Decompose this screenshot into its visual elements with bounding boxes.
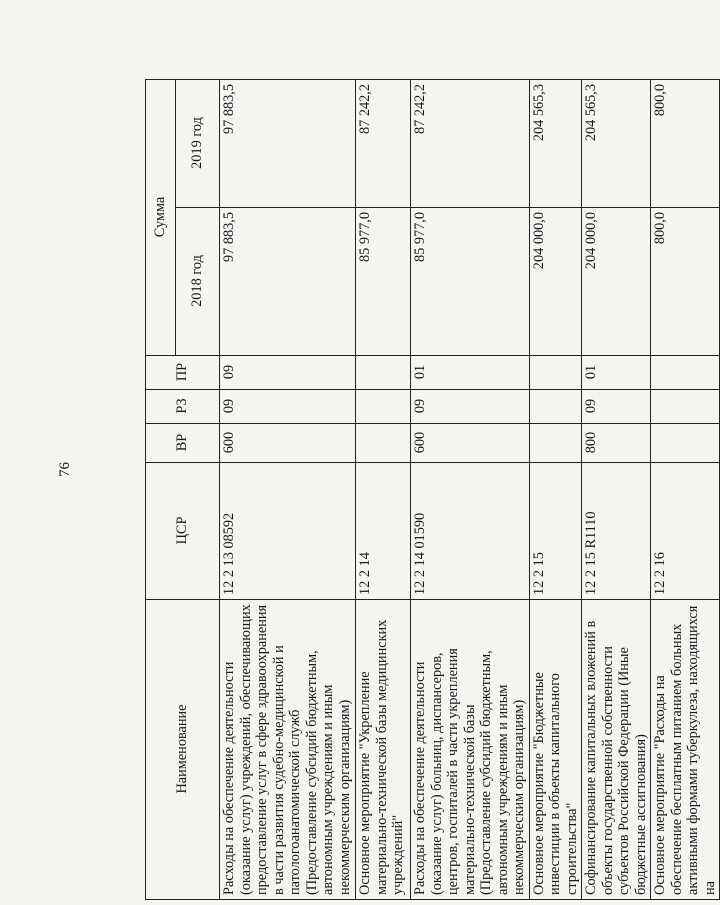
cell-name: Расходы на обеспечение деятельности (оказание услуг) учреждений, обеспечивающих предоставление услуг в сфере здравоохранения в части развития судебно-медицинской и патологоанатомической служб (Предоставление субсидий бюджетным, автономным учреждениям и иным некоммерческим организациям) (220, 600, 356, 900)
cell-name: Основное мероприятие "Расходы на обеспечение бесплатным питанием больных активными формами туберкулеза, находящихся на (651, 600, 720, 900)
cell-csr: 12 2 15 (529, 463, 582, 600)
cell-sum-2018: 204 000,0 (529, 208, 582, 356)
table-row (529, 79, 582, 899)
cell-sum-2018: 85 977,0 (356, 208, 411, 356)
header-csr: ЦСР (146, 463, 220, 600)
cell-name: Расходы на обеспечение деятельности (оказание услуг) больниц, диспансеров, центров, госпиталей в части укрепления материально-технической базы (Предоставление субсидий бюджетным, автономным учреждениям и иным некоммерческим организациям) (411, 600, 530, 900)
header-sum: Сумма (146, 79, 176, 355)
cell-rz: 09 (411, 390, 530, 424)
header-vr: ВР (146, 424, 220, 463)
cell-csr: 12 2 14 (356, 463, 411, 600)
cell-csr: 12 2 16 (651, 463, 720, 600)
cell-rz: 09 (220, 390, 356, 424)
cell-sum-2018: 204 000,0 (582, 208, 651, 356)
cell-name: Софинансирование капитальных вложений в объекты государственной собственности субъектов Российской Федерации (Иные бюджетные ассигнования) (582, 600, 651, 900)
cell-pr: 01 (411, 356, 530, 390)
table-row (220, 79, 356, 899)
cell-rz: 09 (582, 390, 651, 424)
cell-csr: 12 2 13 08592 (220, 463, 356, 600)
cell-sum-2019: 800,0 (651, 79, 720, 207)
budget-table (145, 79, 720, 900)
cell-rz (529, 390, 582, 424)
header-rz: РЗ (146, 390, 220, 424)
header-year-2019: 2019 год (176, 79, 220, 207)
table-row (582, 79, 651, 899)
cell-name: Основное мероприятие "Укрепление материально-технической базы медицинских учреждений" (356, 600, 411, 900)
cell-sum-2019: 97 883,5 (220, 79, 356, 207)
cell-pr (529, 356, 582, 390)
cell-vr: 600 (220, 424, 356, 463)
header-year-2018: 2018 год (176, 208, 220, 356)
cell-name: Основное мероприятие "Бюджетные инвестиции в объекты капитального строительства" (529, 600, 582, 900)
cell-pr (356, 356, 411, 390)
cell-sum-2019: 204 565,3 (582, 79, 651, 207)
cell-vr (651, 424, 720, 463)
document-sheet (145, 80, 718, 900)
cell-rz (651, 390, 720, 424)
cell-vr (529, 424, 582, 463)
cell-vr: 800 (582, 424, 651, 463)
table-row (411, 79, 530, 899)
cell-sum-2018: 800,0 (651, 208, 720, 356)
cell-pr: 09 (220, 356, 356, 390)
cell-sum-2019: 204 565,3 (529, 79, 582, 207)
cell-vr: 600 (411, 424, 530, 463)
cell-pr: 01 (582, 356, 651, 390)
rotated-table-container (145, 80, 718, 900)
cell-csr: 12 2 14 01590 (411, 463, 530, 600)
cell-sum-2018: 85 977,0 (411, 208, 530, 356)
cell-sum-2018: 97 883,5 (220, 208, 356, 356)
cell-sum-2019: 87 242,2 (411, 79, 530, 207)
cell-csr: 12 2 15 R1110 (582, 463, 651, 600)
cell-pr (651, 356, 720, 390)
cell-sum-2019: 87 242,2 (356, 79, 411, 207)
cell-rz (356, 390, 411, 424)
table-row (356, 79, 411, 899)
table-row (651, 79, 720, 899)
header-pr: ПР (146, 356, 220, 390)
header-name: Наименование (146, 600, 220, 900)
page-number: 76 (57, 462, 73, 477)
cell-vr (356, 424, 411, 463)
